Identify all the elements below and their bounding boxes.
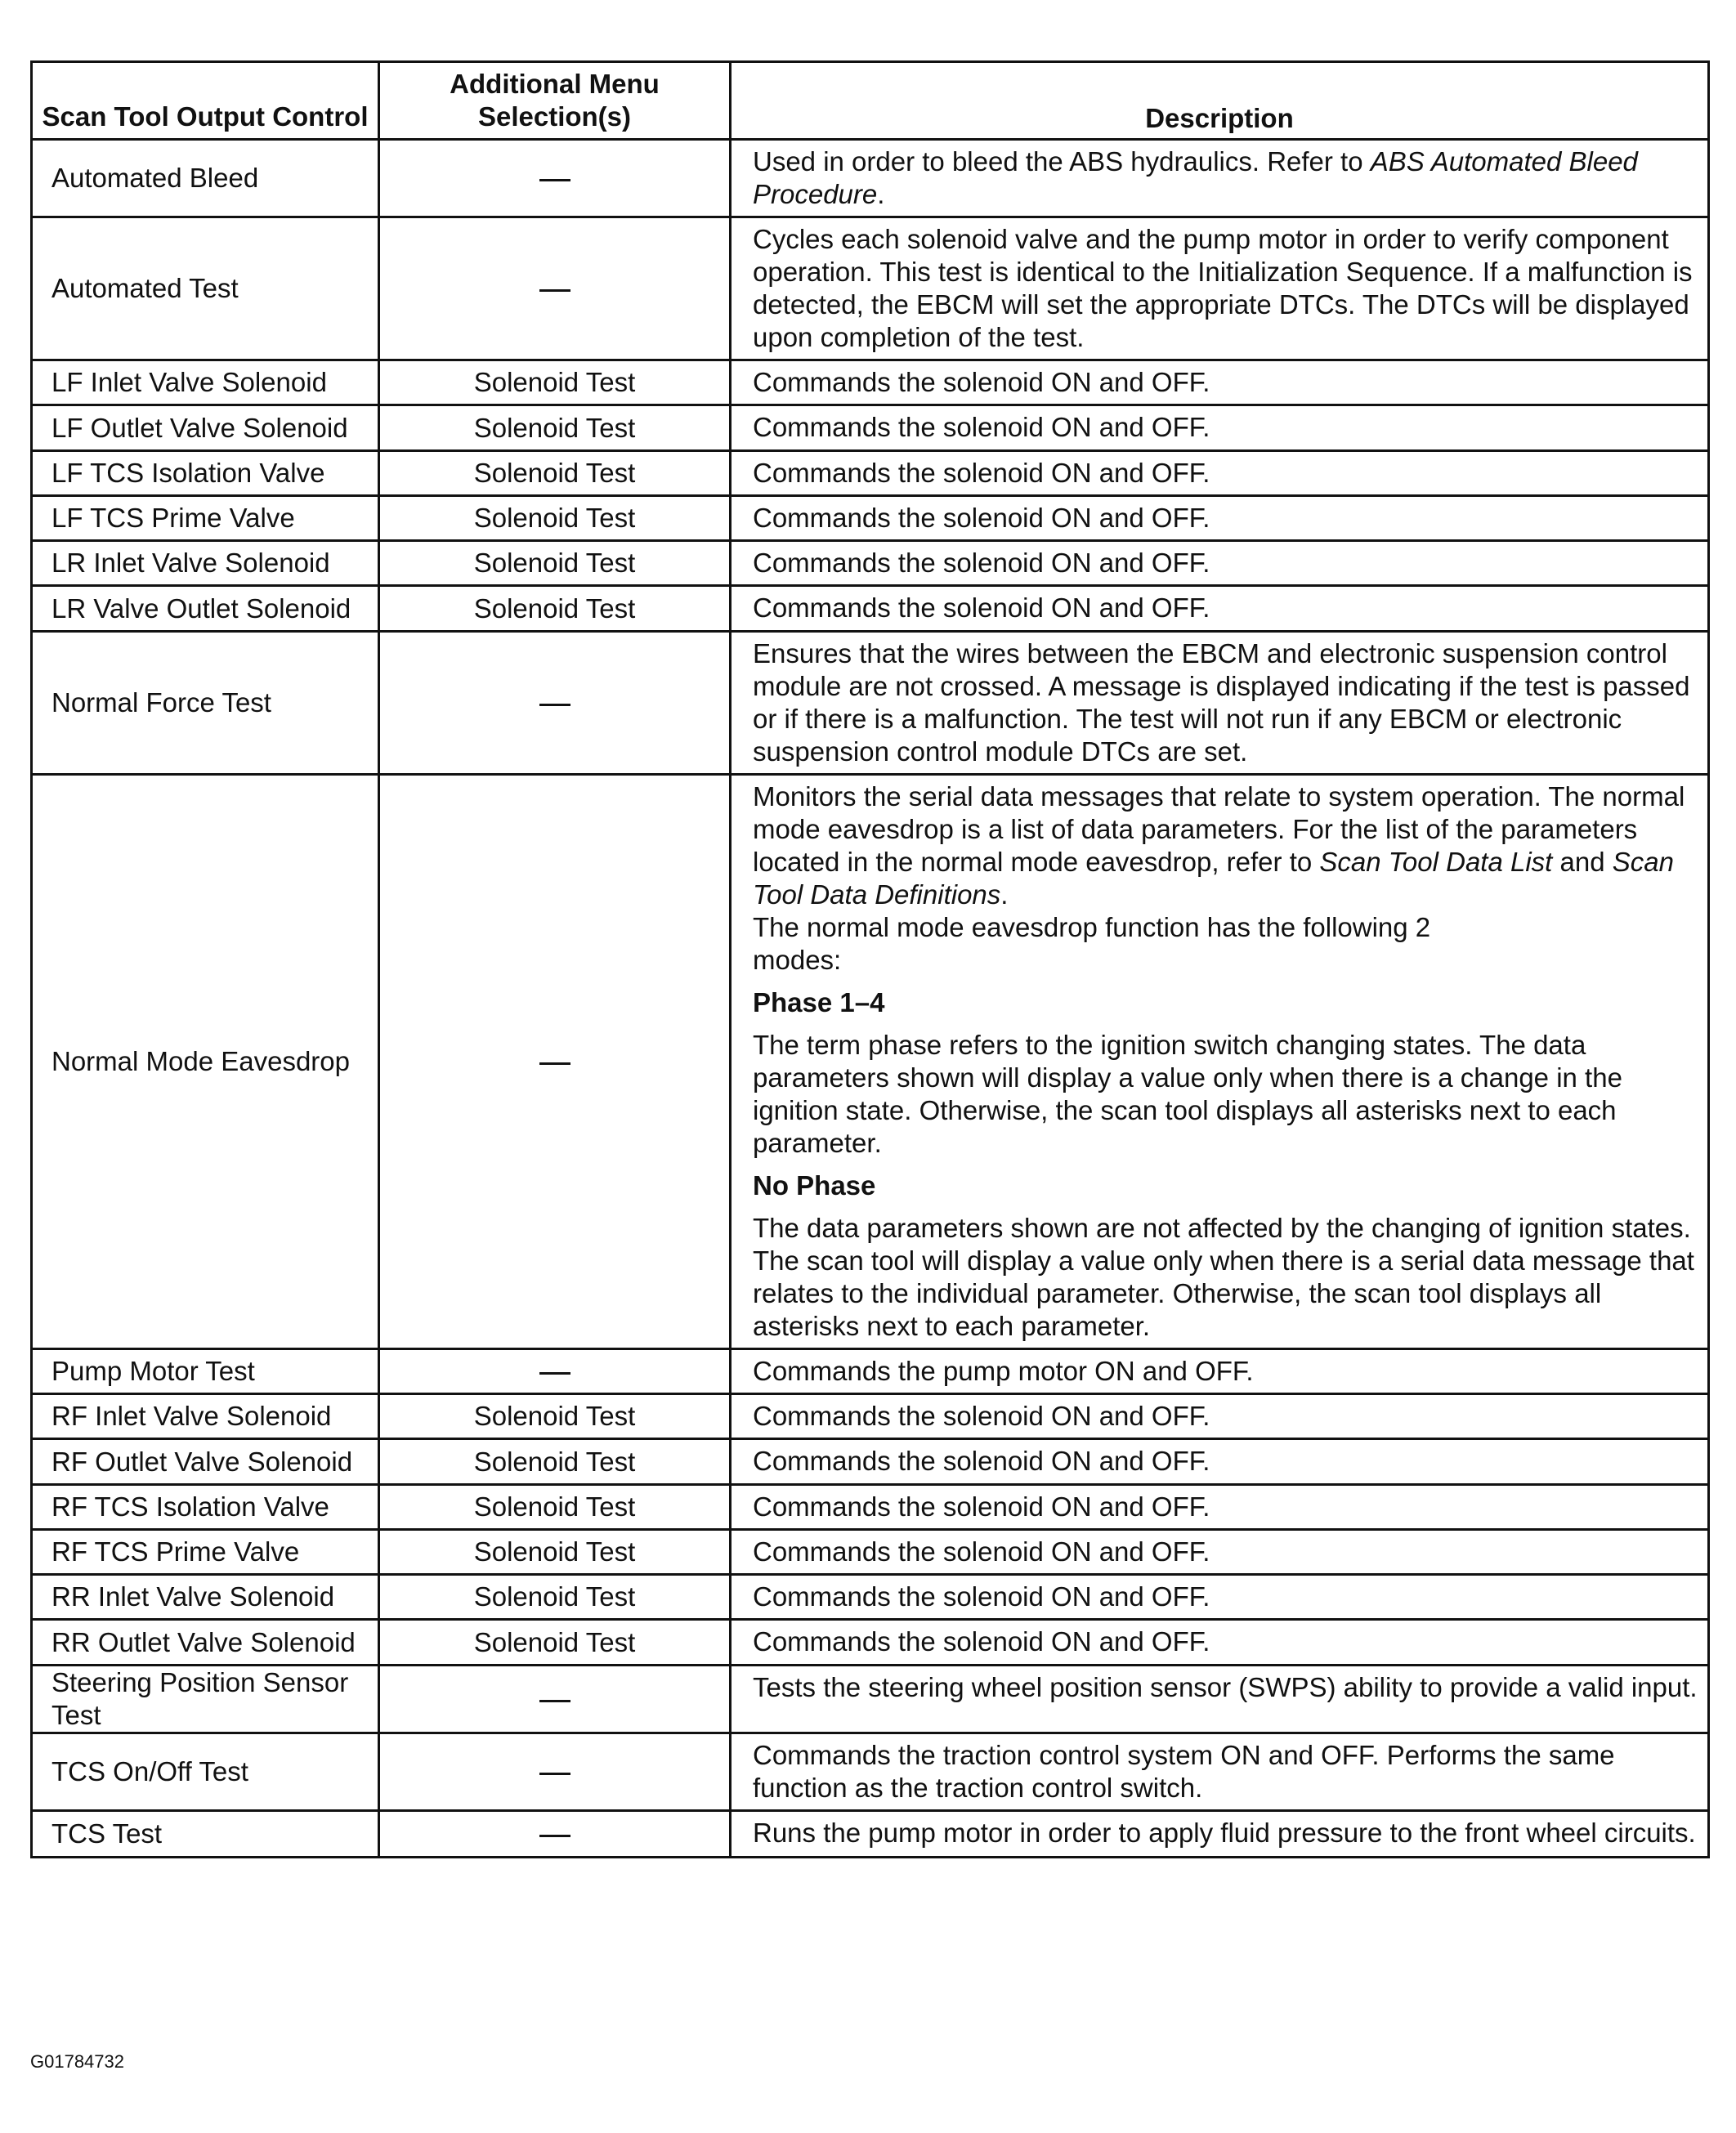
header-additional-menu-selections: Additional Menu Selection(s)	[379, 62, 731, 140]
table-row	[32, 1575, 1709, 1620]
output-control-cell: LF Outlet Valve Solenoid	[32, 405, 379, 451]
description-cell	[731, 405, 1709, 451]
table-row	[32, 1666, 1709, 1733]
dash-mark	[539, 1700, 570, 1702]
table-row	[32, 541, 1709, 586]
menu-selection-cell	[379, 1733, 731, 1811]
menu-selection-cell	[379, 1811, 731, 1858]
description-cell	[731, 1811, 1709, 1858]
output-control-cell: Normal Mode Eavesdrop	[32, 775, 379, 1349]
output-control-cell: Automated Bleed	[32, 140, 379, 217]
description-cell	[731, 360, 1709, 405]
description-cell	[731, 586, 1709, 632]
output-control-cell: RF Outlet Valve Solenoid	[32, 1439, 379, 1485]
output-control-cell: TCS On/Off Test	[32, 1733, 379, 1811]
output-control-cell: LR Inlet Valve Solenoid	[32, 541, 379, 586]
table-row	[32, 1620, 1709, 1666]
description-text: .	[1000, 879, 1009, 910]
table-body	[32, 140, 1709, 1858]
table-row	[32, 496, 1709, 541]
menu-selection-cell: Solenoid Test	[379, 1485, 731, 1530]
menu-selection-cell: Solenoid Test	[379, 405, 731, 451]
menu-selection-cell	[379, 632, 731, 775]
table-row	[32, 1530, 1709, 1575]
dash-mark	[539, 289, 570, 292]
description-text: Runs the pump motor in order to apply fluid pressure to the front wheel circuits.	[753, 1818, 1696, 1848]
output-control-cell: RF TCS Isolation Valve	[32, 1485, 379, 1530]
no-phase-text: The data parameters shown are not affected by the changing of ignition states. The scan tool will display a value only when there is a serial data message that relates to the individual parameter. Otherwise, the scan tool displays all asterisks next to each parameter.	[753, 1213, 1694, 1341]
description-cell	[731, 1394, 1709, 1439]
description-text: Commands the solenoid ON and OFF.	[753, 1536, 1210, 1567]
figure-id: G01784732	[30, 2051, 124, 2072]
description-text: Commands the solenoid ON and OFF.	[753, 1581, 1210, 1612]
dash-mark	[539, 1372, 570, 1375]
table-row	[32, 775, 1709, 1349]
dash-mark	[539, 179, 570, 181]
menu-selection-cell	[379, 775, 731, 1349]
output-control-cell: Automated Test	[32, 217, 379, 360]
description-text: Commands the solenoid ON and OFF.	[753, 1491, 1210, 1522]
description-cell	[731, 496, 1709, 541]
output-control-cell: RR Inlet Valve Solenoid	[32, 1575, 379, 1620]
description-text: Commands the solenoid ON and OFF.	[753, 1626, 1210, 1657]
description-text: Monitors the serial data messages that relate to system operation. The normal mode eavesdrop is a list of data parameters. For the list of the parameters located in the normal mode eavesdrop, refer to	[753, 781, 1685, 877]
description-cell	[731, 775, 1709, 1349]
output-control-cell: TCS Test	[32, 1811, 379, 1858]
header-scan-tool-output-control: Scan Tool Output Control	[32, 62, 379, 140]
description-text: Commands the solenoid ON and OFF.	[753, 592, 1210, 623]
header-row	[32, 62, 1709, 140]
menu-selection-cell	[379, 1666, 731, 1733]
description-text	[753, 145, 1699, 211]
output-control-cell: LF TCS Prime Valve	[32, 496, 379, 541]
menu-selection-cell: Solenoid Test	[379, 496, 731, 541]
description-cell	[731, 1530, 1709, 1575]
description-text: and	[1552, 847, 1613, 877]
output-control-cell: RR Outlet Valve Solenoid	[32, 1620, 379, 1666]
description-cell	[731, 541, 1709, 586]
menu-selection-cell: Solenoid Test	[379, 1394, 731, 1439]
description-intro	[753, 780, 1699, 911]
header-description: Description	[731, 62, 1709, 140]
description-text: Commands the solenoid ON and OFF.	[753, 458, 1210, 488]
table-row	[32, 1439, 1709, 1485]
menu-selection-cell: Solenoid Test	[379, 541, 731, 586]
output-control-cell: LR Valve Outlet Solenoid	[32, 586, 379, 632]
description-text: Used in order to bleed the ABS hydraulics. Refer to	[753, 146, 1371, 177]
menu-selection-cell: Solenoid Test	[379, 451, 731, 496]
description-text: Tests the steering wheel position sensor (SWPS) ability to provide a valid input.	[753, 1672, 1698, 1702]
description-cell	[731, 1620, 1709, 1666]
table-row	[32, 405, 1709, 451]
description-text: Commands the traction control system ON and OFF. Performs the same function as the traction control switch.	[753, 1740, 1615, 1803]
table-row	[32, 1394, 1709, 1439]
dash-mark	[539, 1773, 570, 1775]
description-text: .	[877, 179, 885, 209]
menu-selection-cell	[379, 217, 731, 360]
output-control-cell: Pump Motor Test	[32, 1349, 379, 1394]
description-text: Commands the pump motor ON and OFF.	[753, 1356, 1254, 1386]
description-cell	[731, 217, 1709, 360]
table-row	[32, 1811, 1709, 1858]
description-cell	[731, 1485, 1709, 1530]
description-text: Commands the solenoid ON and OFF.	[753, 548, 1210, 578]
description-cell	[731, 1733, 1709, 1811]
table-row	[32, 1349, 1709, 1394]
output-control-cell: LF Inlet Valve Solenoid	[32, 360, 379, 405]
menu-selection-cell: Solenoid Test	[379, 360, 731, 405]
description-text: Commands the solenoid ON and OFF.	[753, 367, 1210, 397]
output-control-cell: LF TCS Isolation Valve	[32, 451, 379, 496]
output-control-table	[30, 60, 1710, 1858]
description-cell	[731, 1439, 1709, 1485]
description-text: Commands the solenoid ON and OFF.	[753, 412, 1210, 442]
description-text: Ensures that the wires between the EBCM and electronic suspension control module are not crossed. A message is displayed indicating if the test is passed or if there is a malfunction. The test will not run if any EBCM or electronic suspension control module DTCs are set.	[753, 638, 1690, 767]
menu-selection-cell: Solenoid Test	[379, 586, 731, 632]
dash-mark	[539, 1835, 570, 1837]
description-text: Commands the solenoid ON and OFF.	[753, 1446, 1210, 1476]
phase-heading: Phase 1–4	[753, 987, 885, 1017]
description-text: Cycles each solenoid valve and the pump motor in order to verify component operation. This test is identical to the Initialization Sequence. If a malfunction is detected, the EBCM will set the appropriate DTCs. The DTCs will be displayed upon completion of the test.	[753, 224, 1693, 352]
description-cell	[731, 1575, 1709, 1620]
output-control-cell: RF Inlet Valve Solenoid	[32, 1394, 379, 1439]
output-control-cell: Normal Force Test	[32, 632, 379, 775]
description-text: Commands the solenoid ON and OFF.	[753, 503, 1210, 533]
description-cell	[731, 451, 1709, 496]
table-row	[32, 586, 1709, 632]
table-row	[32, 360, 1709, 405]
menu-selection-cell: Solenoid Test	[379, 1439, 731, 1485]
description-text: Commands the solenoid ON and OFF.	[753, 1401, 1210, 1431]
no-phase-heading: No Phase	[753, 1170, 876, 1201]
dash-mark	[539, 1062, 570, 1065]
reference-link-text: Scan Tool Data List	[1319, 847, 1553, 877]
menu-selection-cell	[379, 1349, 731, 1394]
menu-selection-cell: Solenoid Test	[379, 1575, 731, 1620]
table-row	[32, 1733, 1709, 1811]
description-cell	[731, 632, 1709, 775]
menu-selection-cell	[379, 140, 731, 217]
description-cell	[731, 1349, 1709, 1394]
table-row	[32, 632, 1709, 775]
menu-selection-cell: Solenoid Test	[379, 1620, 731, 1666]
menu-selection-cell: Solenoid Test	[379, 1530, 731, 1575]
description-cell	[731, 140, 1709, 217]
table-row	[32, 140, 1709, 217]
table-row	[32, 217, 1709, 360]
description-cell	[731, 1666, 1709, 1733]
description-modes-line: The normal mode eavesdrop function has the following 2 modes:	[753, 912, 1431, 975]
dash-mark	[539, 704, 570, 706]
output-control-cell: RF TCS Prime Valve	[32, 1530, 379, 1575]
output-control-cell: Steering Position Sensor Test	[32, 1666, 379, 1733]
phase-text: The term phase refers to the ignition switch changing states. The data parameters shown will display a value only when there is a change in the ignition state. Otherwise, the scan tool displays all asterisks next to each parameter.	[753, 1030, 1622, 1158]
reference-link-text: ABS Automated Bleed Procedure	[753, 146, 1638, 209]
reference-link-text: Scan Tool Data Definitions	[753, 847, 1674, 910]
table-row	[32, 1485, 1709, 1530]
table-row	[32, 451, 1709, 496]
